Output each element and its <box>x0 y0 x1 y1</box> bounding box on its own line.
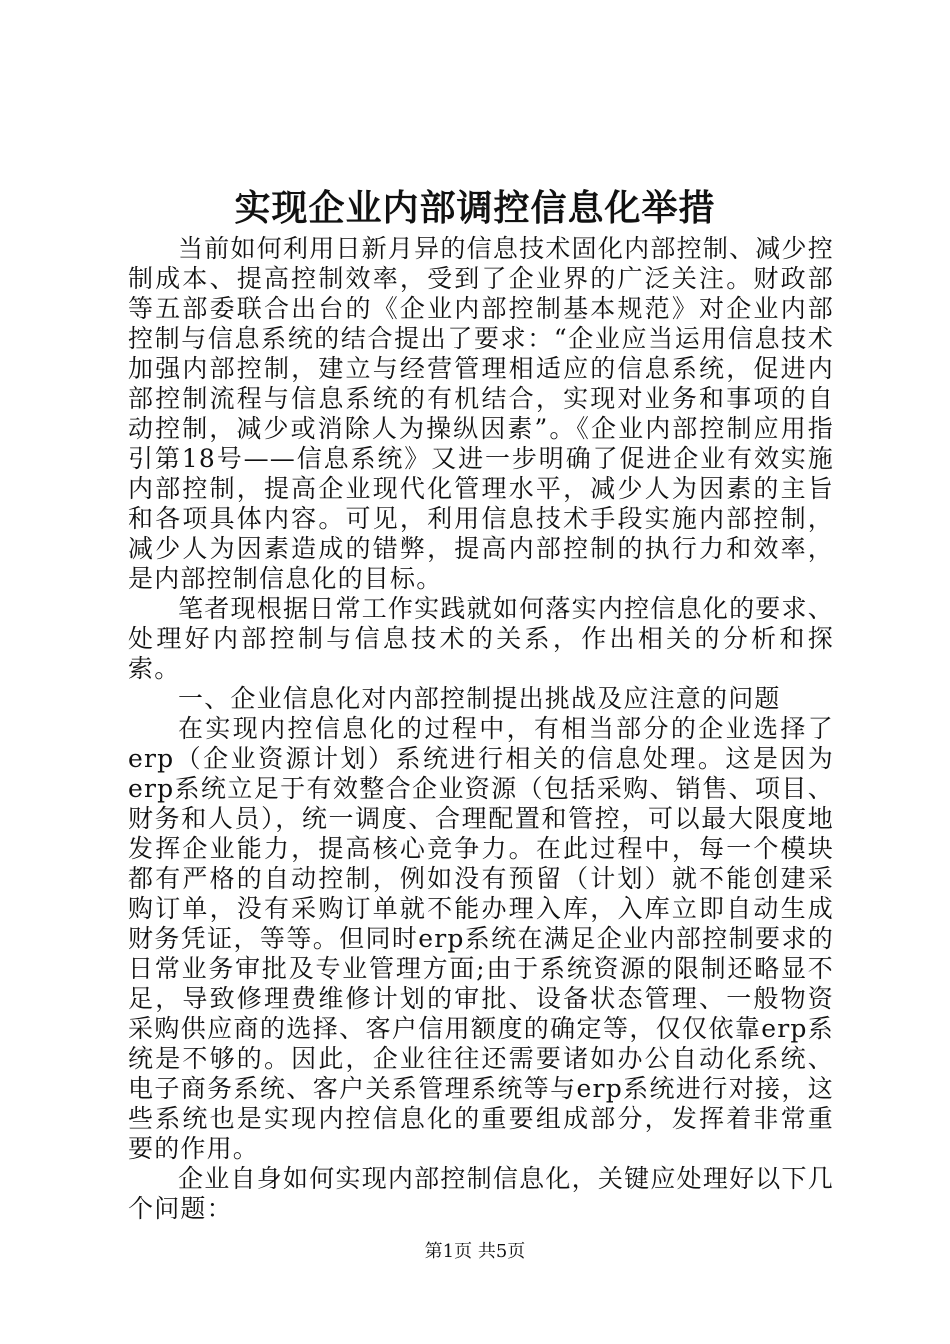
document-title: 实现企业内部调控信息化举措 <box>234 187 716 229</box>
paragraph-intro: 当前如何利用日新月异的信息技术固化内部控制、减少控制成本、提高控制效率，受到了企业界的广泛关注。财政部等五部委联合出台的《企业内部控制基本规范》对企业内部控制与信息系统的结合提出了要求：“企业应当运用信息技术加强内部控制，建立与经营管理相适应的信息系统，促进内部控制流程与信息系统的有机结合，实现对业务和事项的自动控制，减少或消除人为操纵因素”。《企业内部控制应用指引第18号——信息系统》又进一步明确了促进企业有效实施内部控制，提高企业现代化管理水平，减少人为因素的主旨和各项具体内容。可见，利用信息技术手段实施内部控制，减少人为因素造成的错弊，提高内部控制的执行力和效率，是内部控制信息化的目标。 <box>128 234 834 593</box>
paragraph-key-issues: 企业自身如何实现内部控制信息化，关键应处理好以下几个问题： <box>128 1164 834 1223</box>
document-body <box>128 234 834 1224</box>
section-heading-1: 一、企业信息化对内部控制提出挑战及应注意的问题 <box>178 684 781 713</box>
paragraph-author-note: 笔者现根据日常工作实践就如何落实内控信息化的要求、处理好内部控制与信息技术的关系，作出相关的分析和探索。 <box>128 594 834 683</box>
paragraph-erp: 在实现内控信息化的过程中，有相当部分的企业选择了erp（企业资源计划）系统进行相关的信息处理。这是因为erp系统立足于有效整合企业资源（包括采购、销售、项目、财务和人员），统一调度、合理配置和管控，可以最大限度地发挥企业能力，提高核心竞争力。在此过程中，每一个模块都有严格的自动控制，例如没有预留（计划）就不能创建采购订单，没有采购订单就不能办理入库，入库立即自动生成财务凭证，等等。但同时erp系统在满足企业内部控制要求的日常业务审批及专业管理方面;由于系统资源的限制还略显不足，导致修理费维修计划的审批、设备状态管理、一般物资采购供应商的选择、客户信用额度的确定等，仅仅依靠erp系统是不够的。因此，企业往往还需要诸如办公自动化系统、电子商务系统、客户关系管理系统等与erp系统进行对接，这些系统也是实现内控信息化的重要组成部分，发挥着非常重要的作用。 <box>128 714 834 1163</box>
page-number-footer: 第1页 共5页 <box>424 1241 526 1262</box>
